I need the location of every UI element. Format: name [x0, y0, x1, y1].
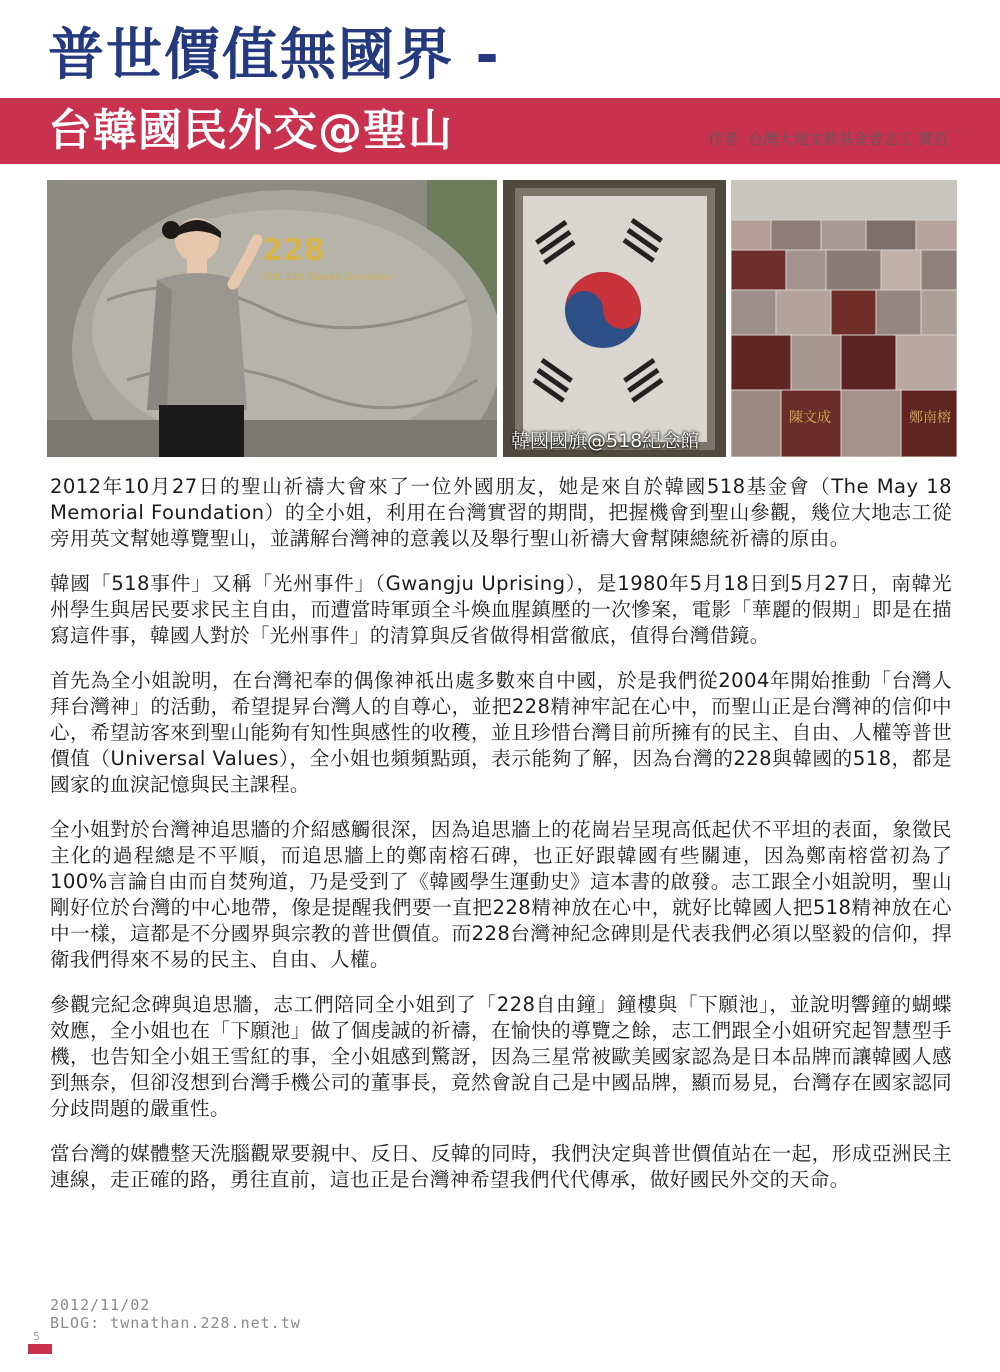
paragraph-3: 首先為全小姐說明，在台灣祀奉的偶像神祇出處多數來自中國，於是我們從2004年開始推動「台灣人拜台灣神」的活動，希望提昇台灣人的自尊心，並把228精神牢記在心中，而聖山正是台灣神的信仰中心，希望訪客來到聖山能夠有知性與感性的收穫，並且珍惜台灣目前所擁有的民主、自由、人權等普世價值（Universal Values），全小姐也頻頻點頭，表示能夠了解，因為台灣的228與韓國的518，都是國家的血淚記憶與民主課程。 — [50, 669, 952, 796]
paragraph-6: 當台灣的媒體整天洗腦觀眾要親中、反日、反韓的同時，我們決定與普世價值站在一起，形成亞洲民主連線，走正確的路，勇往直前，這也正是台灣神希望我們代代傳承，做好國民外交的天命。 — [50, 1142, 952, 1191]
korean-flag-image — [503, 180, 726, 457]
footer-date: 2012/11/02 — [50, 1296, 151, 1314]
article-title: 普世價值無國界 - — [48, 23, 501, 88]
photo-korean-flag — [503, 180, 726, 457]
photo-monument — [47, 180, 497, 457]
memorial-wall-image — [731, 180, 957, 457]
monument-scene — [47, 180, 497, 457]
wall-name-1: 鄭南榕 — [909, 410, 951, 426]
photo-memorial-wall — [731, 180, 957, 457]
wall-name-2: 陳文成 — [789, 410, 831, 426]
page-marker — [28, 1344, 52, 1354]
paragraph-4: 全小姐對於台灣神追思牆的介紹感觸很深，因為追思牆上的花崗岩呈現高低起伏不平坦的表面，象徵民主化的過程總是不平順，而追思牆上的鄭南榕石碑，也正好跟韓國有些關連，因為鄭南榕當初為了100%言論自由而自焚殉道，乃是受到了《韓國學生運動史》這本書的啟發。志工跟全小姐說明，聖山剛好位於台灣的中心地帶，像是提醒我們要一直把228精神放在心中，就好比韓國人把518精神放在心中一樣，這都是不分國界與宗教的普世價值。而228台灣神紀念碑則是代表我們必須以堅毅的信仰，捍衛我們得來不易的民主、自由、人權。 — [50, 818, 952, 971]
monument-number: 228 — [262, 233, 325, 268]
paragraph-2: 韓國「518事件」又稱「光州事件」（Gwangju Uprising），是1980年5月18日到5月27日，南韓光州學生與居民要求民主自由，而遭當時軍頭全斗煥血腥鎮壓的一次慘案，電影「華麗的假期」即是在描寫這件事，韓國人對於「光州事件」的清算與反省做得相當徹底，值得台灣借鏡。 — [50, 572, 952, 647]
byline-label: 作者 — [708, 130, 739, 148]
paragraph-1: 2012年10月27日的聖山祈禱大會來了一位外國朋友，她是來自於韓國518基金會（The May 18 Memorial Foundation）的全小姐，利用在台灣實習的期間，把握機會到聖山參觀，幾位大地志工從旁用英文幫她導覽聖山，並講解台灣神的意義以及舉行聖山祈禱大會幫陳總統祈禱的原由。 — [50, 475, 952, 550]
footer-blog-url: BLOG: twnathan.228.net.tw — [50, 1314, 301, 1332]
byline — [708, 128, 948, 149]
article-body — [50, 474, 952, 1212]
flag-caption: 韓國國旗@518紀念館 — [511, 430, 700, 452]
byline-author: 台灣大地文教基金會志工 贊若 — [748, 130, 948, 148]
page-number: 5 — [33, 1330, 40, 1343]
paragraph-5: 參觀完紀念碑與追思牆，志工們陪同全小姐到了「228自由鐘」鐘樓與「下願池」，並說明響鐘的蝴蝶效應，全小姐也在「下願池」做了個虔誠的祈禱，在愉快的導覽之餘，志工們跟全小姐研究起智慧型手機，也告知全小姐王雪紅的事，全小姐感到驚訝，因為三星常被歐美國家認為是日本品牌而讓韓國人感到無奈，但卻沒想到台灣手機公司的董事長，竟然會說自己是中國品牌，顯而易見，台灣存在國家認同分歧問題的嚴重性。 — [50, 993, 952, 1120]
article-subtitle: 台韓國民外交@聖山 — [48, 105, 453, 156]
monument-subtext: THE 228 Taiwan Divinities — [262, 272, 391, 283]
